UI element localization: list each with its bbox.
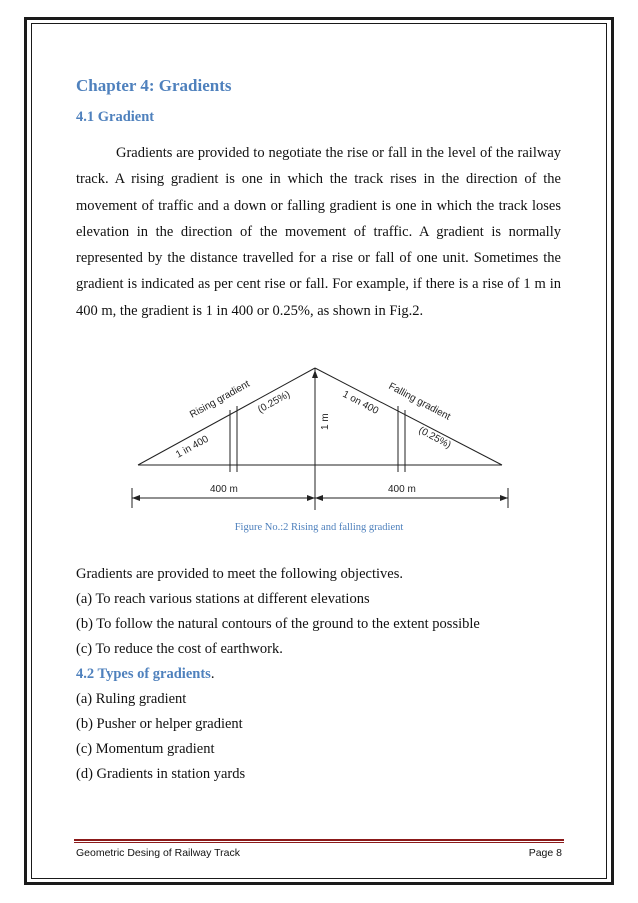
type-item: (d) Gradients in station yards — [76, 766, 246, 782]
type-item: (b) Pusher or helper gradient — [76, 716, 243, 732]
paragraph-text: Gradients are provided to negotiate the rise or fall in the level of the railway track. A rising gradient is one in which the track rises in the direction of the movement of traffic and a down or falling gradient is one in which the track loses elevation in the direction of the movement of traffic. A gradient is normally represented by the distance travelled for a rise or fall of one unit. Sometimes the gradient is indicated as per cent rise or fall. For example, if there is a rise of 1 m in 400 m, the gradient is 1 in 400 or 0.25%, as shown in Fig.2. — [76, 145, 561, 319]
footer-rule-thin — [74, 842, 564, 843]
type-item: (a) Ruling gradient — [76, 691, 187, 707]
objectives-and-types — [76, 562, 480, 787]
footer-page-number: Page 8 — [528, 847, 562, 859]
objective-item: (c) To reduce the cost of earthwork. — [76, 641, 283, 657]
falling-percent-label: (0.25%) — [416, 424, 453, 452]
gradient-figure — [120, 360, 520, 515]
type-item: (c) Momentum gradient — [76, 741, 215, 757]
objective-item: (a) To reach various stations at different elevations — [76, 591, 370, 607]
footer-rule — [74, 839, 564, 841]
objective-item: (b) To follow the natural contours of the ground to the extent possible — [76, 616, 480, 632]
arrow-head — [315, 495, 323, 501]
left-distance-label: 400 m — [210, 484, 238, 495]
body-paragraph — [76, 140, 561, 324]
rising-percent-label: (0.25%) — [256, 389, 293, 416]
rising-slope-line — [138, 368, 315, 465]
section-heading-types — [76, 662, 480, 687]
right-distance-label: 400 m — [388, 484, 416, 495]
arrow-head — [312, 370, 318, 378]
objectives-intro: Gradients are provided to meet the following objectives. — [76, 566, 403, 582]
chapter-title: Chapter 4: Gradients — [76, 76, 232, 95]
section-heading-types-text: 4.2 Types of gradients — [76, 666, 211, 682]
falling-ratio-label: 1 on 400 — [340, 388, 381, 417]
falling-slope-line — [315, 368, 502, 465]
footer-document-title: Geometric Desing of Railway Track — [76, 847, 240, 859]
rising-ratio-label: 1 in 400 — [174, 433, 211, 461]
rise-label: 1 m — [320, 413, 331, 430]
arrow-head — [132, 495, 140, 501]
falling-gradient-label: Falling gradient — [386, 380, 453, 423]
section-heading-gradient: 4.1 Gradient — [76, 109, 155, 125]
figure-caption: Figure No.:2 Rising and falling gradient — [234, 522, 404, 533]
arrow-head — [500, 495, 508, 501]
section-heading-types-period: . — [210, 666, 215, 682]
arrow-head — [307, 495, 315, 501]
rising-gradient-label: Rising gradient — [188, 378, 252, 421]
